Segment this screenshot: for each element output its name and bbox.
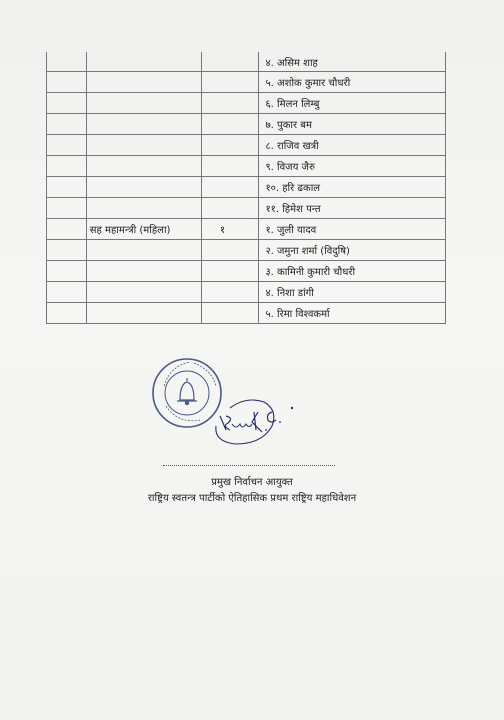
- serial-cell: [47, 219, 87, 240]
- post-cell: [86, 198, 201, 219]
- table-row: [47, 303, 446, 324]
- serial-cell: [47, 177, 87, 198]
- serial-cell: [47, 198, 87, 219]
- post-cell: [86, 72, 201, 93]
- count-cell: [201, 135, 259, 156]
- candidate-name-cell: १. जुली यादव: [259, 219, 446, 240]
- count-cell: [201, 177, 259, 198]
- candidate-name-cell: १०. हरि ढकाल: [259, 177, 446, 198]
- post-cell: [86, 114, 201, 135]
- count-cell: [201, 198, 259, 219]
- count-cell: [201, 303, 259, 324]
- table-row: [47, 114, 446, 135]
- candidate-name-cell: ४. असिम शाह: [259, 52, 446, 72]
- candidate-name-cell: ४. निशा डांगी: [259, 282, 446, 303]
- candidate-name-cell: ३. कामिनी कुमारी चौधरी: [259, 261, 446, 282]
- post-cell: [86, 282, 201, 303]
- candidate-name-cell: ९. विजय जैरु: [259, 156, 446, 177]
- table-row: [47, 135, 446, 156]
- table-row: [47, 240, 446, 261]
- table-row: [47, 177, 446, 198]
- count-cell: [201, 240, 259, 261]
- signatory-title: प्रमुख निर्वाचन आयुक्त: [211, 477, 293, 488]
- table-row: [47, 52, 446, 72]
- convention-name: राष्ट्रिय स्वतन्त्र पार्टीको ऐतिहासिक प्रथम राष्ट्रिय महाधिवेशन: [147, 493, 357, 504]
- table-row: [47, 156, 446, 177]
- post-cell: [86, 156, 201, 177]
- table-row: [47, 72, 446, 93]
- count-cell: [201, 72, 259, 93]
- post-cell: [86, 93, 201, 114]
- candidate-name-cell: ६. मिलन लिम्बु: [259, 93, 446, 114]
- signature-line: [163, 465, 335, 466]
- serial-cell: [47, 282, 87, 303]
- candidate-name-cell: ५. रिमा विश्वकर्मा: [259, 303, 446, 324]
- post-cell: सह महामन्त्री (महिला): [86, 219, 201, 240]
- table-row: [47, 282, 446, 303]
- post-cell: [86, 135, 201, 156]
- table-row: [47, 93, 446, 114]
- serial-cell: [47, 303, 87, 324]
- candidate-name-cell: ८. राजिव खत्री: [259, 135, 446, 156]
- candidate-name-cell: ५. अशोक कुमार चौधरी: [259, 72, 446, 93]
- count-cell: [201, 52, 259, 72]
- candidate-table: [46, 52, 446, 324]
- post-cell: [86, 240, 201, 261]
- post-cell: [86, 303, 201, 324]
- serial-cell: [47, 114, 87, 135]
- candidate-name-cell: ११. हिमेश पन्त: [259, 198, 446, 219]
- count-cell: [201, 156, 259, 177]
- post-cell: [86, 52, 201, 72]
- post-cell: [86, 261, 201, 282]
- serial-cell: [47, 240, 87, 261]
- serial-cell: [47, 135, 87, 156]
- post-cell: [86, 177, 201, 198]
- count-cell: [201, 282, 259, 303]
- table-row: [47, 261, 446, 282]
- table-row: [47, 219, 446, 240]
- serial-cell: [47, 156, 87, 177]
- signature: [206, 386, 316, 456]
- serial-cell: [47, 261, 87, 282]
- candidate-name-cell: २. जमुना शर्मा (विदुषि): [259, 240, 446, 261]
- count-cell: १: [201, 219, 259, 240]
- serial-cell: [47, 93, 87, 114]
- serial-cell: [47, 72, 87, 93]
- candidate-name-cell: ७. पुकार बम: [259, 114, 446, 135]
- bell-icon: [177, 378, 197, 405]
- serial-cell: [47, 52, 87, 72]
- count-cell: [201, 93, 259, 114]
- count-cell: [201, 114, 259, 135]
- count-cell: [201, 261, 259, 282]
- table-row: [47, 198, 446, 219]
